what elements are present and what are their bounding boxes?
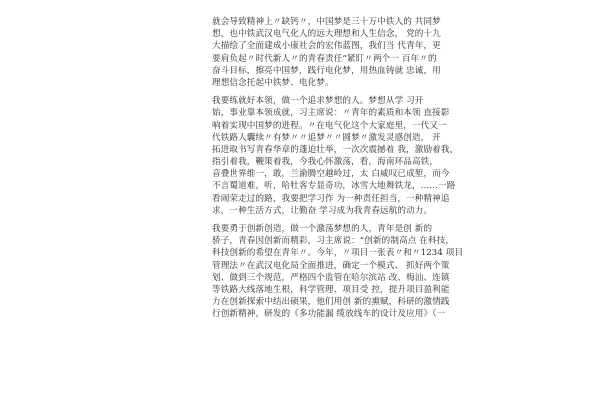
text-line: 我要练就好本领，做一个追求梦想的人。梦想从学 习开 [212, 96, 424, 107]
text-line: 行创新精神，研发的《多功能漏 缆放线车的设计及应用》（一 [212, 309, 446, 320]
text-line: 就会导致精神上〃缺钙〃，中国梦是三十万中铁人的 共同梦 [212, 17, 441, 27]
paragraph [212, 16, 441, 89]
paragraph [212, 95, 459, 217]
text-line: 指引着我，鞭策着我，今我心怀激荡，看，海南环品高铁， [212, 157, 439, 168]
text-line: 代铁路人囊续〃有梦〃〃追梦〃〃圆梦〃激发灵感创造， 开 [212, 132, 441, 143]
text-line: 想，也中铁武汉电气化人的远大理想和人生信念， 党的十九 [212, 29, 441, 40]
text-column [212, 16, 464, 321]
text-line: 看闹荣走过的路，我要把学习作 为一种责任担当，一种精神追 [212, 193, 450, 204]
text-line: 不言蜀道难，听，哈牡客专显奇功，冰雪大地舞铁龙，……一路 [212, 181, 456, 192]
text-line: 大描绘了全面建成小康社会的宏伟蓝图，我们当 代青年，更 [212, 41, 441, 52]
text-line: 奋斗目标，擦亮中国梦，践行电化梦，用热血铸就 忠诚，用 [212, 65, 441, 76]
text-line: 求，一种生活方式，让勤奋 学习成为我青春远航的动力。 [212, 205, 433, 216]
paragraph [212, 223, 464, 321]
text-line: 等铁路大线落地生根，科学管理、项目受 控，提升项目盈利能 [212, 284, 450, 295]
text-line: 科技创新的希望在青年〃。今年，〃项目一张表〃和〃1234 项目 [212, 248, 464, 259]
text-line: 理想信念托起中铁梦、电化梦。 [212, 77, 334, 88]
text-line: 力在创新探索中结出硕果，他们用创 新的熏赋，科研的激情践 [212, 297, 450, 308]
text-line: 要肩负起〃时代新人〃的青春责任“紧盯〃两个一 百年〃的 [212, 53, 437, 64]
text-line: 我要勇于创新创造，做一个激荡梦想的人，青年是创 新的 [212, 224, 433, 234]
text-line: 管理法〃在武汉电化局全面推进，确定一个模式、 抓好两个策 [212, 260, 450, 271]
text-line: 骄子，青春因创新而精彩，习主席说：“创新的制高点 在科技， [212, 236, 455, 247]
text-line: 音叠世界维一，敢，兰渝腾空越岭过，太 白威叹已成堑，而今 [212, 169, 450, 180]
text-line: 始，事业靠本领成就，习主席说：〃青年的素质和本领 直接影 [212, 108, 450, 119]
text-line: 拓进取书写青春华章的蓬迫壮举，一次次震撼着 我，激励着我， [212, 144, 459, 155]
text-line: 划、做到三个规范，严格四个监管在哈尔滨站 改、梅汕、连镇 [212, 272, 450, 283]
text-line: 响着实现中国梦的进程。〃在电气化这个大家庭里，一代又一 [212, 120, 447, 131]
